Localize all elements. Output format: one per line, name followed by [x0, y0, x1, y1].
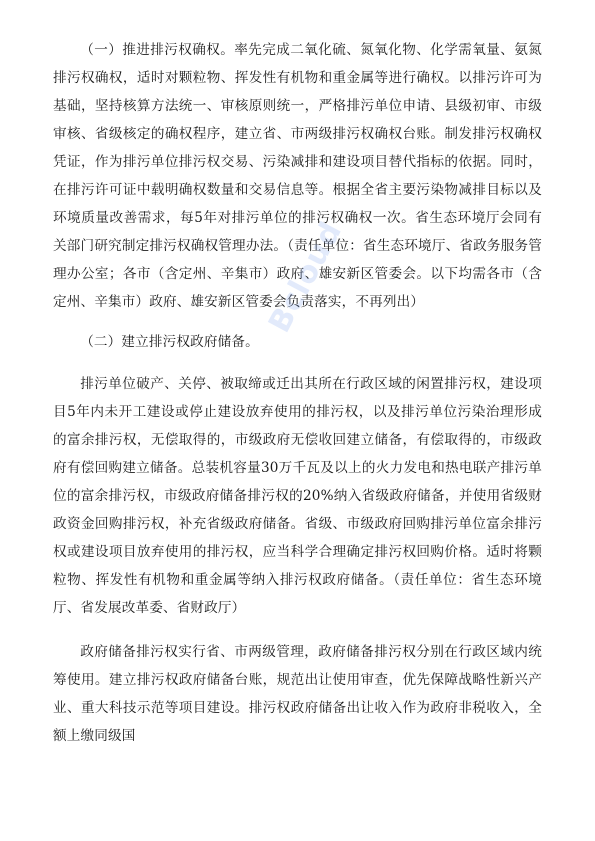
watermark-logo: Bcloud	[262, 215, 350, 339]
paragraph-confirm-rights: （一）推进排污权确权。率先完成二氧化硫、氮氧化物、化学需氧量、氨氮排污权确权，适时对颗粒物、挥发性有机物和重金属等进行确权。以排污许可为基础，坚持核算方法统一、审核原则统一，严格排污单位申请、县级初审、市级审核、省级核定的确权程序，建立省、市两级排污权确权台账。制发排污权确权凭证，作为排污单位排污权交易、污染减排和建设项目替代指标的依据。同时，在排污许可证中载明确权数量和交易信息等。根据全省主要污染物减排目标以及环境质量改善需求，每5年对排污单位的排污权确权一次。省生态环境厅会同有关部门研究制定排污权确权管理办法。（责任单位：省生态环境厅、省政务服务管理办公室；各市（含定州、辛集市）政府、雄安新区管委会。以下均需各市（含定州、辛集市）政府、雄安新区管委会负责落实，不再列出）	[53, 42, 542, 310]
paragraph-heading-reserve: （二）建立排污权政府储备。	[80, 334, 259, 350]
paragraph-reserve-management: 政府储备排污权实行省、市两级管理，政府储备排污权分别在行政区域内统筹使用。建立排污权政府储备台账，规范出让使用审查，优先保障战略性新兴产业、重大科技示范等项目建设。排污权政府储备出让收入作为政府非税收入，全额上缴同级国	[53, 644, 542, 744]
paragraph-reserve-sources: 排污单位破产、关停、被取缔或迁出其所在行政区域的闲置排污权，建设项目5年内未开工建设或停止建设放弃使用的排污权，以及排污单位污染治理形成的富余排污权，无偿取得的，市级政府无偿收回建立储备，有偿取得的，市级政府有偿回购建立储备。总装机容量30万千瓦及以上的火力发电和热电联产排污单位的富余排污权，市级政府储备排污权的20%纳入省级政府储备，并使用省级财政资金回购排污权，补充省级政府储备。省级、市级政府回购排污单位富余排污权或建设项目放弃使用的排污权，应当科学合理确定排污权回购价格。适时将颗粒物、挥发性有机物和重金属等纳入排污权政府储备。（责任单位：省生态环境厅、省发展改革委、省财政厅）	[53, 376, 542, 616]
